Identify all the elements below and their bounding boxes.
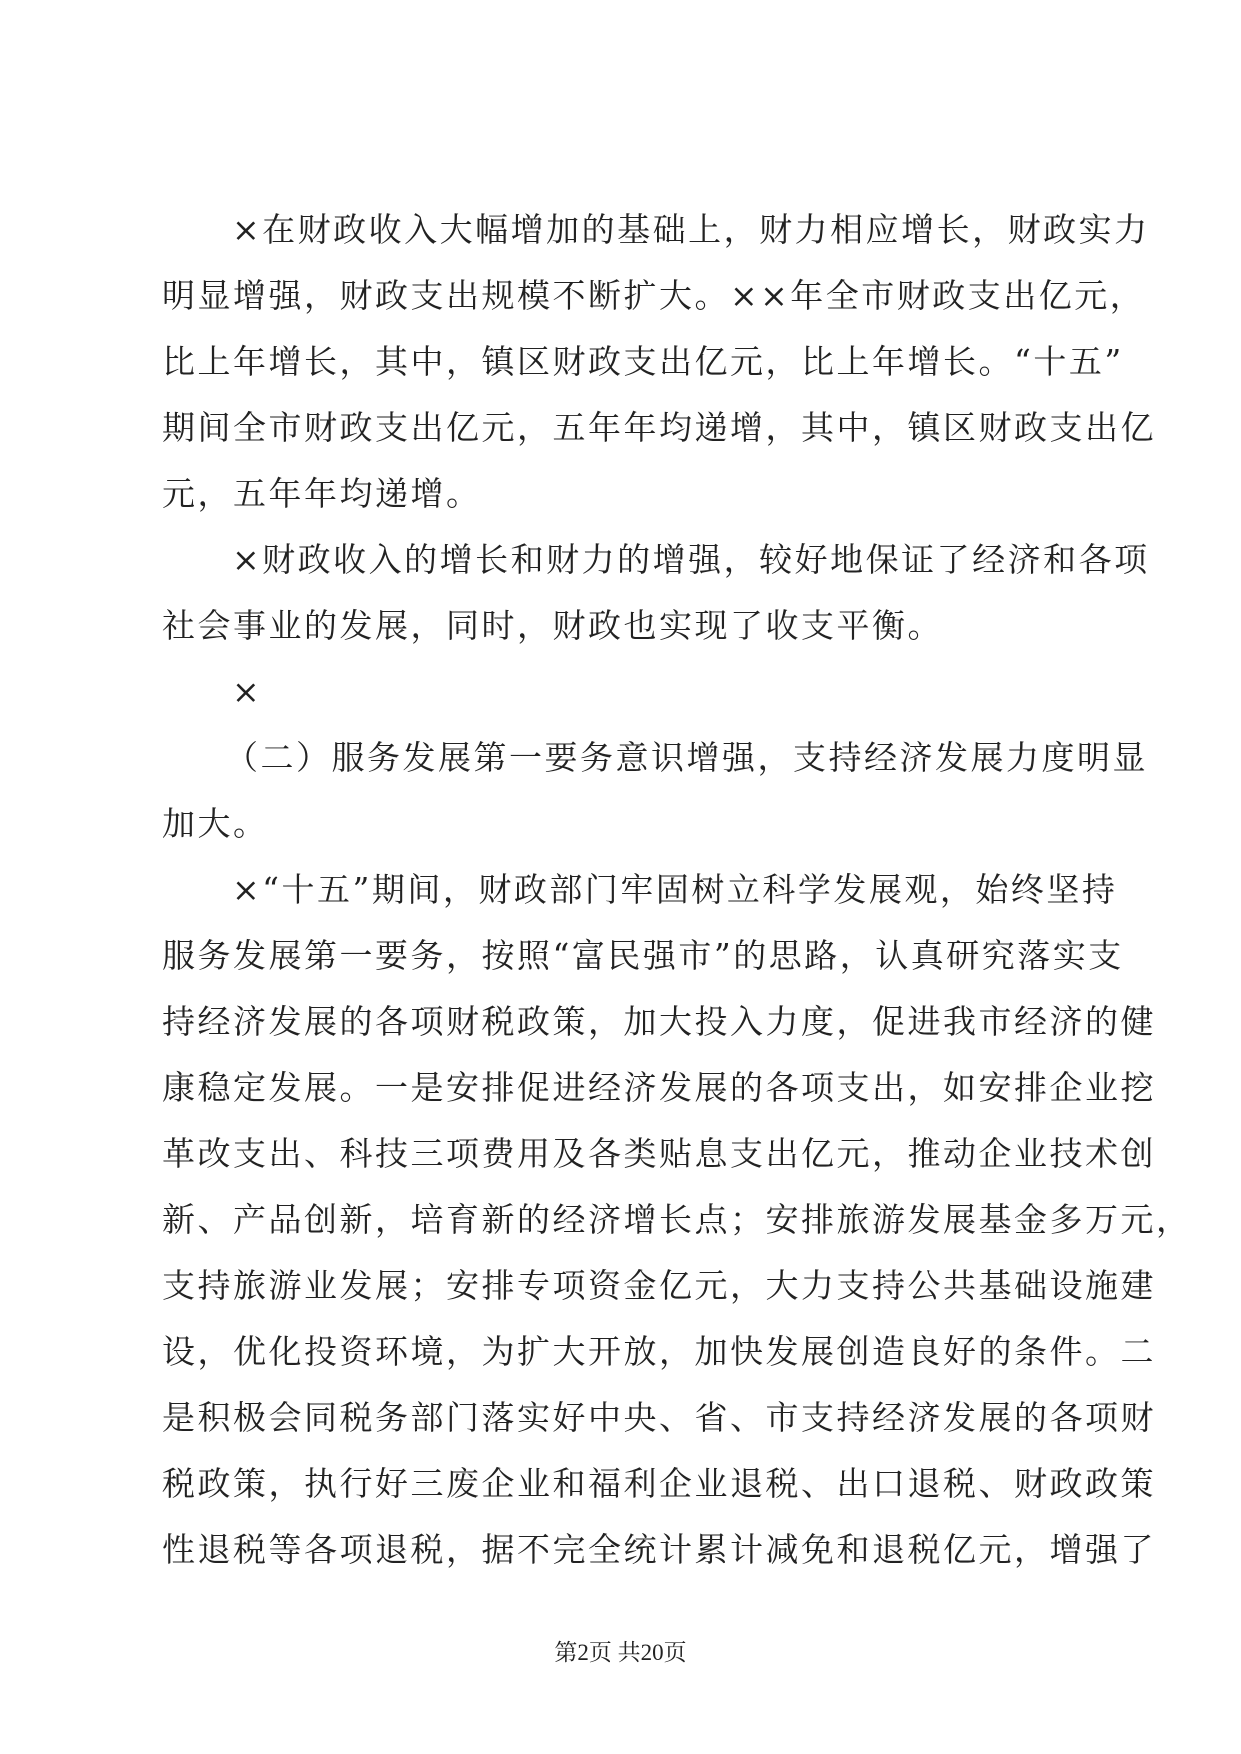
paragraph-line: 支持旅游业发展；安排专项资金亿元，大力支持公共基础设施建 [162, 1266, 1156, 1305]
paragraph-line: 比上年增长，其中，镇区财政支出亿元，比上年增长。“十五” [162, 342, 1124, 381]
paragraph-line: 康稳定发展。一是安排促进经济发展的各项支出，如安排企业挖 [162, 1068, 1156, 1107]
paragraph-line: ×财政收入的增长和财力的增强，较好地保证了经济和各项 [232, 540, 1150, 579]
paragraph-line: 新、产品创新，培育新的经济增长点；安排旅游发展基金多万元， [162, 1200, 1192, 1239]
paragraph-line: 设，优化投资环境，为扩大开放，加快发展创造良好的条件。二 [162, 1332, 1156, 1371]
paragraph-line: 性退税等各项退税，据不完全统计累计减免和退税亿元，增强了 [162, 1530, 1156, 1569]
paragraph-line: 社会事业的发展，同时，财政也实现了收支平衡。 [162, 606, 943, 645]
paragraph-line: 持经济发展的各项财税政策，加大投入力度，促进我市经济的健 [162, 1002, 1156, 1041]
paragraph-line: 服务发展第一要务，按照“富民强市”的思路，认真研究落实支 [162, 936, 1124, 975]
paragraph-line: ×在财政收入大幅增加的基础上，财力相应增长，财政实力 [232, 210, 1150, 249]
paragraph-line: × [232, 672, 263, 711]
paragraph-line: 税政策，执行好三废企业和福利企业退税、出口退税、财政政策 [162, 1464, 1156, 1503]
section-heading-line: （二）服务发展第一要务意识增强，支持经济发展力度明显 [225, 738, 1148, 777]
paragraph-line: 革改支出、科技三项费用及各类贴息支出亿元，推动企业技术创 [162, 1134, 1156, 1173]
paragraph-line: 明显增强，财政支出规模不断扩大。××年全市财政支出亿元， [162, 276, 1146, 315]
page-footer: 第2页 共20页 [554, 1640, 687, 1665]
paragraph-line: ×“十五”期间，财政部门牢固树立科学发展观，始终坚持 [232, 870, 1118, 909]
paragraph-line: 是积极会同税务部门落实好中央、省、市支持经济发展的各项财 [162, 1398, 1156, 1437]
paragraph-line: 期间全市财政支出亿元，五年年均递增，其中，镇区财政支出亿 [162, 408, 1156, 447]
paragraph-line: 元，五年年均递增。 [162, 474, 482, 513]
section-heading-line: 加大。 [162, 804, 269, 843]
